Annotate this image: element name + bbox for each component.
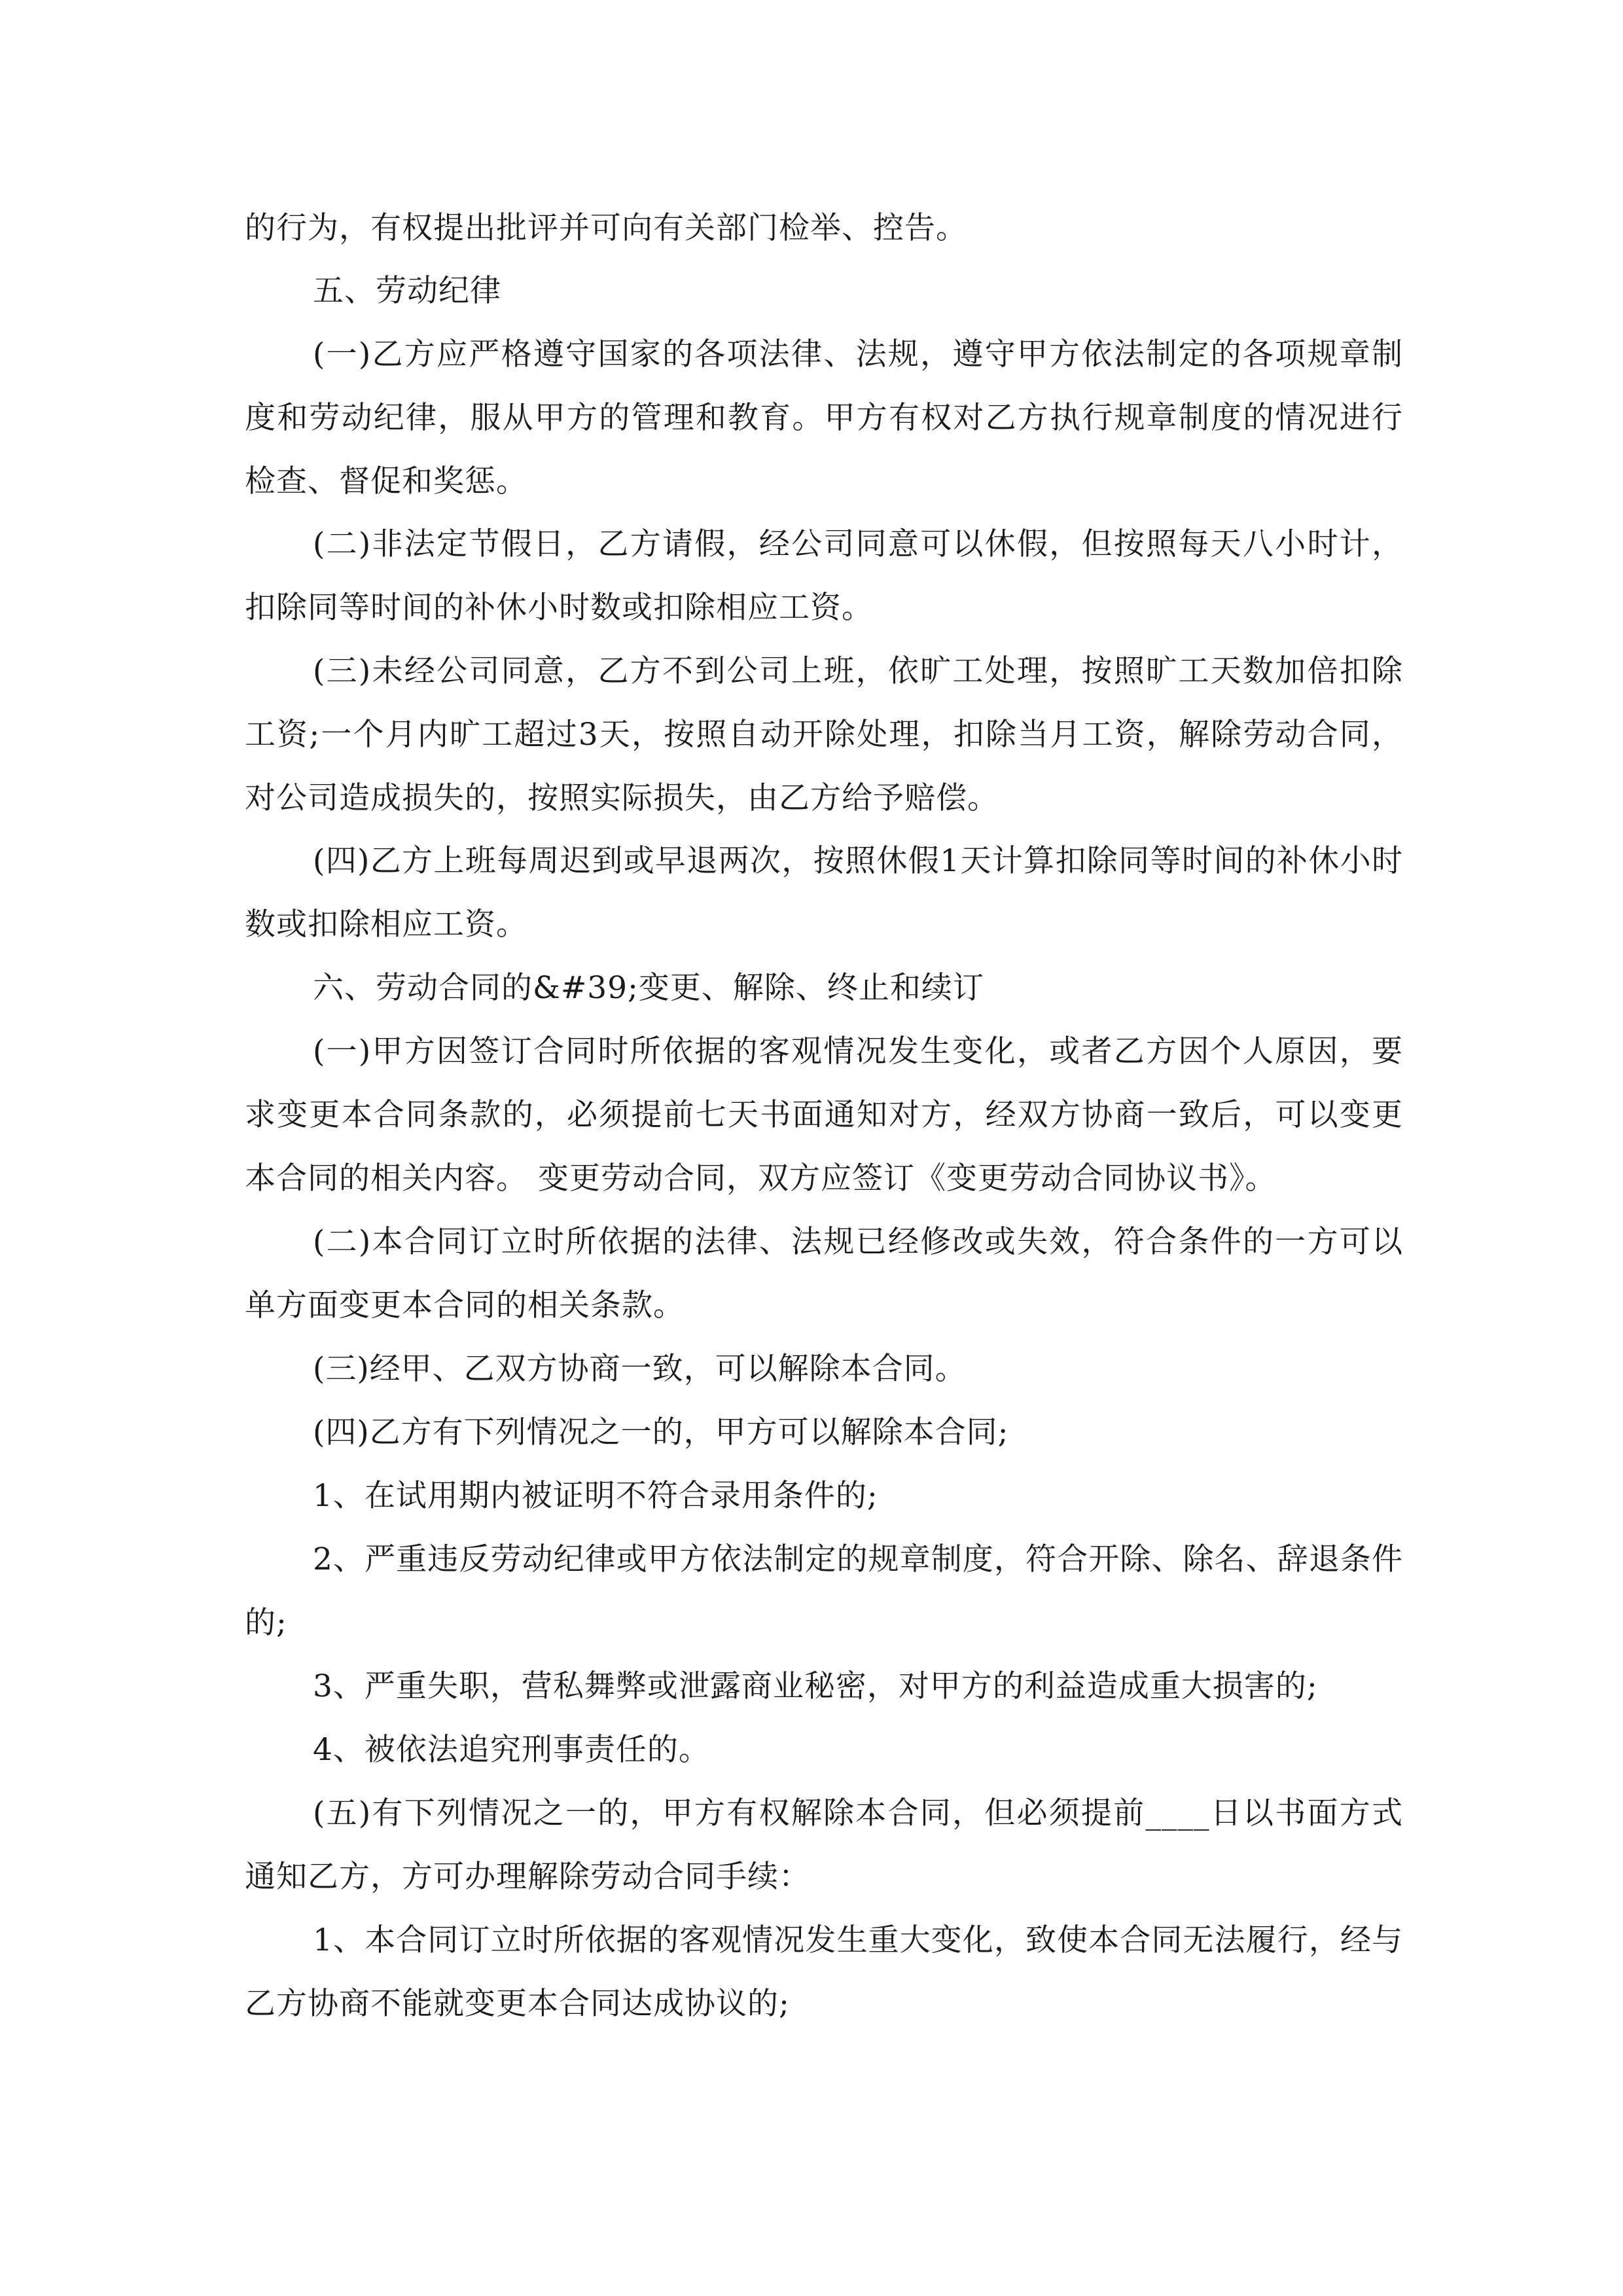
clause-5-1: (一)乙方应严格遵守国家的各项法律、法规，遵守甲方依法制定的各项规章制度和劳动纪律，服从甲方的管理和教育。甲方有权对乙方执行规章制度的情况进行检查、督促和奖惩。	[245, 336, 1403, 499]
clause-6-2: (二)本合同订立时所依据的法律、法规已经修改或失效，符合条件的一方可以单方面变更本合同的相关条款。	[245, 1224, 1403, 1323]
clause-5-4: (四)乙方上班每周迟到或早退两次，按照休假1天计算扣除同等时间的补休小时数或扣除相应工资。	[245, 843, 1403, 942]
clause-6-1: (一)甲方因签订合同时所依据的客观情况发生变化，或者乙方因个人原因，要求变更本合同条款的，必须提前七天书面通知对方，经双方协商一致后，可以变更本合同的相关内容。 变更劳动合同，双方应签订《变更劳动合同协议书》。	[245, 1033, 1403, 1196]
clause-6-3: (三)经甲、乙双方协商一致，可以解除本合同。	[313, 1351, 967, 1387]
clause-6-4-item-4: 4、被依法追究刑事责任的。	[313, 1732, 710, 1768]
paragraph-continuation: 的行为，有权提出批评并可向有关部门检举、控告。	[245, 210, 967, 246]
section-heading-contract-change: 六、劳动合同的&#39;变更、解除、终止和续订	[313, 970, 984, 1006]
clause-5-3: (三)未经公司同意，乙方不到公司上班，依旷工处理，按照旷工天数加倍扣除工资;一个月内旷工超过3天，按照自动开除处理，扣除当月工资，解除劳动合同，对公司造成损失的，按照实际损失，由乙方给予赔偿。	[245, 653, 1403, 816]
clause-6-4-item-3: 3、严重失职，营私舞弊或泄露商业秘密，对甲方的利益造成重大损害的;	[313, 1668, 1318, 1704]
clause-6-4-item-2: 2、严重违反劳动纪律或甲方依法制定的规章制度，符合开除、除名、辞退条件的;	[245, 1541, 1403, 1641]
clause-6-4: (四)乙方有下列情况之一的，甲方可以解除本合同;	[313, 1414, 1009, 1450]
clause-5-2: (二)非法定节假日，乙方请假，经公司同意可以休假，但按照每天八小时计，扣除同等时间的补休小时数或扣除相应工资。	[245, 526, 1403, 626]
clause-6-5-item-1: 1、本合同订立时所依据的客观情况发生重大变化，致使本合同无法履行，经与乙方协商不能就变更本合同达成协议的;	[245, 1922, 1403, 2022]
clause-6-5: (五)有下列情况之一的，甲方有权解除本合同，但必须提前____日以书面方式通知乙方，方可办理解除劳动合同手续：	[245, 1795, 1403, 1895]
clause-6-4-item-1: 1、在试用期内被证明不符合录用条件的;	[313, 1478, 878, 1514]
section-heading-labor-discipline: 五、劳动纪律	[313, 273, 501, 309]
